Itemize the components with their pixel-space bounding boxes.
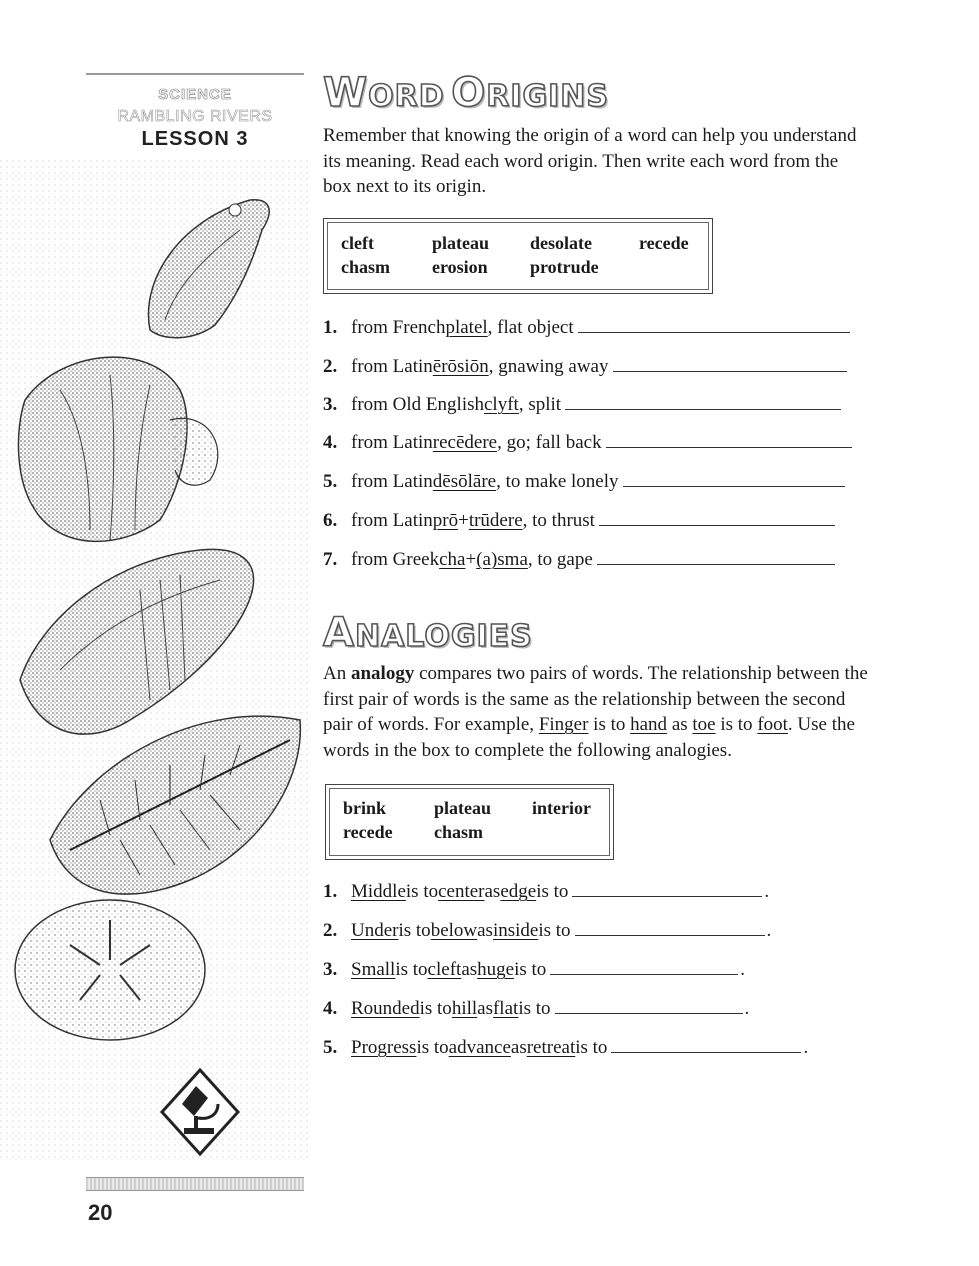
analogy-word: Middle — [351, 881, 406, 902]
answer-blank[interactable] — [575, 934, 765, 936]
instruction-text: is to — [588, 714, 631, 735]
origin-word: platel — [445, 317, 488, 338]
item-text: + — [465, 549, 477, 570]
item-text: is to — [416, 1037, 449, 1058]
item-text: is to — [518, 998, 551, 1019]
item-text: is to — [395, 959, 428, 980]
heading-letters: RIGINS — [486, 79, 609, 114]
analogies-heading — [323, 610, 533, 656]
item-text: is to — [405, 881, 439, 902]
key-term: analogy — [350, 663, 415, 684]
word-box-entry: recede — [343, 822, 393, 842]
item-number: 2. — [323, 920, 338, 941]
heading-letter: A — [323, 610, 355, 656]
analogy-word: retreat — [526, 1037, 576, 1058]
origin-item — [323, 543, 835, 571]
analogy-word: huge — [477, 959, 515, 980]
item-text: , to thrust — [522, 510, 595, 531]
item-text: , to make lonely — [496, 471, 619, 492]
item-text: . — [766, 920, 772, 941]
word-box-entry: recede — [639, 233, 689, 253]
heading-letter: O — [451, 70, 487, 116]
origin-word: dēsōlāre — [432, 471, 497, 492]
item-number: 1. — [323, 881, 338, 902]
answer-blank[interactable] — [578, 331, 850, 333]
answer-blank[interactable] — [597, 563, 835, 565]
item-text: from Greek — [351, 549, 440, 570]
item-text: from Old English — [351, 394, 484, 415]
analogy-item — [323, 953, 745, 981]
lesson-label: LESSON 3 — [141, 128, 249, 150]
analogy-word: flat — [492, 998, 519, 1019]
word-box-entry: chasm — [341, 257, 390, 277]
heading-letters: NALOGIES — [354, 619, 533, 654]
item-text: is to — [398, 920, 431, 941]
analogies-word-box — [325, 784, 614, 860]
instruction-text: An — [323, 663, 351, 684]
analogy-word: center — [438, 881, 485, 902]
item-text: is to — [538, 920, 571, 941]
word-origins-heading — [323, 70, 609, 116]
seashell-illustration — [0, 160, 315, 1170]
heading-letters: ORD — [368, 79, 445, 114]
analogy-word: inside — [492, 920, 539, 941]
word-box-entry: protrude — [530, 257, 599, 277]
item-text: from Latin — [351, 510, 433, 531]
analogy-word: below — [430, 920, 478, 941]
item-text: is to — [514, 959, 547, 980]
item-text: from Latin — [351, 356, 433, 377]
word-box-entry: brink — [343, 798, 387, 818]
analogy-item — [323, 992, 749, 1020]
analogy-item — [323, 914, 771, 942]
item-text: . — [744, 998, 750, 1019]
word-box-entry: chasm — [434, 822, 483, 842]
answer-blank[interactable] — [565, 408, 841, 410]
analogy-word: edge — [500, 881, 537, 902]
example-word: Finger — [538, 714, 589, 735]
item-number: 3. — [323, 959, 338, 980]
item-text: as — [477, 920, 493, 941]
answer-blank[interactable] — [555, 1012, 743, 1014]
sidebar — [0, 0, 315, 1266]
page-number: 20 — [88, 1200, 113, 1225]
answer-blank[interactable] — [623, 485, 845, 487]
example-word: hand — [630, 714, 668, 735]
item-text: . — [740, 959, 746, 980]
answer-blank[interactable] — [606, 446, 852, 448]
answer-blank[interactable] — [611, 1051, 801, 1053]
item-number: 2. — [323, 356, 338, 377]
answer-blank[interactable] — [572, 895, 762, 897]
item-text: , to gape — [527, 549, 593, 570]
analogy-word: Small — [351, 959, 396, 980]
word-box-entry: cleft — [341, 233, 374, 253]
example-word: toe — [692, 714, 716, 735]
origin-word: clyft — [484, 394, 519, 415]
instruction-text: compares two pairs of words. The relationship between the first pair of words is the same as the relationship between the second pair of words. For example, — [323, 663, 868, 735]
origin-item — [323, 311, 850, 339]
item-text: as — [510, 1037, 527, 1058]
word-box-entry: interior — [532, 798, 591, 818]
origin-item — [323, 504, 835, 532]
item-text: as — [477, 998, 493, 1019]
word-box-entry: desolate — [530, 233, 592, 253]
item-text: . — [764, 881, 770, 902]
analogy-item — [323, 1031, 808, 1059]
origin-word: recēdere — [432, 432, 498, 453]
sidebar-bottom-bar — [86, 1177, 304, 1191]
analogy-word: advance — [448, 1037, 511, 1058]
word-origins-word-box — [323, 218, 713, 294]
item-text: , flat object — [487, 317, 574, 338]
word-box-entry: plateau — [432, 233, 490, 253]
item-text: . — [803, 1037, 809, 1058]
item-text: , split — [518, 394, 562, 415]
origin-item — [323, 388, 841, 416]
item-text: is to — [419, 998, 452, 1019]
item-number: 1. — [323, 317, 338, 338]
item-text: , gnawing away — [488, 356, 609, 377]
analogy-item — [323, 875, 769, 903]
subject-label: SCIENCE — [158, 86, 232, 103]
origin-item — [323, 350, 847, 378]
analogy-word: cleft — [427, 959, 462, 980]
origin-item — [323, 465, 845, 493]
item-number: 7. — [323, 549, 338, 570]
item-text: , go; fall back — [497, 432, 602, 453]
item-number: 3. — [323, 394, 338, 415]
item-text: as — [461, 959, 478, 980]
item-number: 6. — [323, 510, 338, 531]
origin-word: (a)sma — [476, 549, 528, 570]
answer-blank[interactable] — [613, 370, 847, 372]
item-text: from French — [351, 317, 446, 338]
item-text: is to — [536, 881, 569, 902]
example-word: foot — [757, 714, 788, 735]
origin-word: ērōsiōn — [432, 356, 489, 377]
item-text: from Latin — [351, 471, 433, 492]
item-text: + — [458, 510, 469, 531]
word-box-entry: plateau — [434, 798, 492, 818]
origin-word: prō — [432, 510, 459, 531]
word-origins-instructions: Remember that knowing the origin of a word can help you understand its meaning. Read each word origin. Then write each word from the box next to its origin. — [323, 125, 857, 197]
instruction-text: . Use the words in the box to complete the following analogies. — [323, 714, 855, 761]
heading-letter: W — [323, 70, 369, 116]
item-text: as — [484, 881, 501, 902]
sidebar-top-rule — [86, 73, 304, 75]
instruction-text: as — [667, 714, 693, 735]
answer-blank[interactable] — [599, 524, 835, 526]
analogies-instructions — [323, 661, 878, 763]
answer-blank[interactable] — [550, 973, 738, 975]
origin-item — [323, 426, 852, 454]
sand-dollar-icon — [15, 900, 205, 1040]
analogy-word: Progress — [351, 1037, 417, 1058]
analogy-word: Rounded — [351, 998, 420, 1019]
origin-word: cha — [439, 549, 466, 570]
analogy-word: hill — [451, 998, 478, 1019]
item-number: 4. — [323, 432, 338, 453]
item-number: 5. — [323, 471, 338, 492]
item-text: is to — [575, 1037, 608, 1058]
unit-title: RAMBLING RIVERS — [117, 108, 273, 125]
analogy-word: Under — [351, 920, 399, 941]
item-number: 5. — [323, 1037, 338, 1058]
item-number: 4. — [323, 998, 338, 1019]
word-box-entry: erosion — [432, 257, 488, 277]
item-text: from Latin — [351, 432, 433, 453]
instruction-text: is to — [715, 714, 758, 735]
origin-word: trūdere — [468, 510, 523, 531]
